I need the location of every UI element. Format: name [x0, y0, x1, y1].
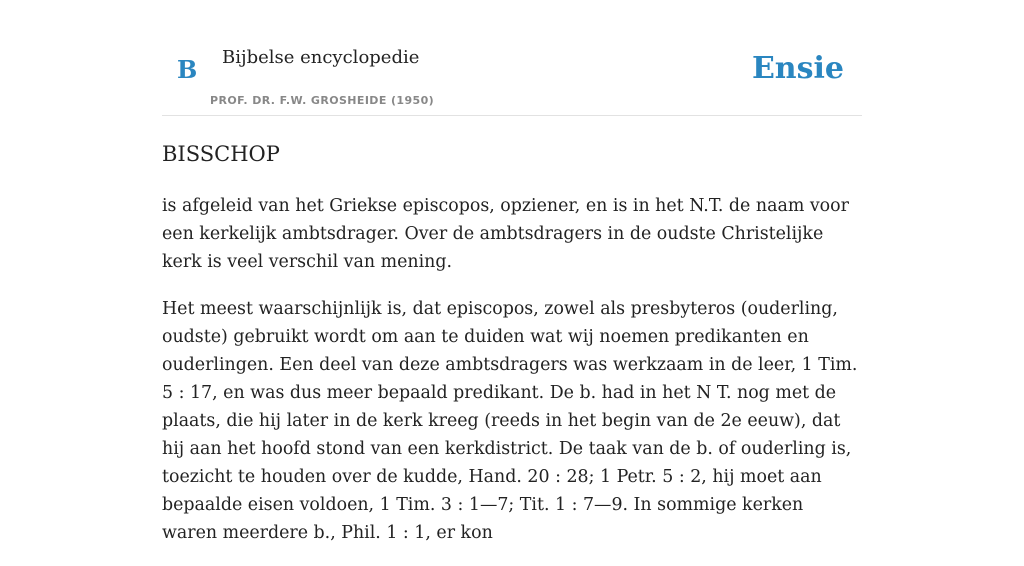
paragraph: Het meest waarschijnlijk is, dat episcopos, zowel als presbyteros (ouderling, oudste) gebruikt wordt om aan te duiden wat wij noemen predikanten en ouderlingen. Een deel van deze ambtsdragers was werkzaam in de leer, 1 Tim. 5 : 17, en was dus meer bepaald predikant. De b. had in het N T. nog met de plaats, die hij later in de kerk kreeg (reeds in het begin van de 2e eeuw), dat hij aan het hoofd stond van een kerkdistrict. De taak van de b. of ouderling is, toezicht te houden over de kudde, Hand. 20 : 28; 1 Petr. 5 : 2, hij moet aan bepaalde eisen voldoen, 1 Tim. 3 : 1—7; Tit. 1 : 7—9. In sommige kerken waren meerdere b., Phil. 1 : 1, er kon: [162, 299, 858, 543]
header: [162, 0, 862, 116]
paragraph: is afgeleid van het Griekse episcopos, opziener, en is in het N.T. de naam voor een kerkelijk ambtsdrager. Over de ambtsdragers in de oudste Christelijke kerk is veel verschil van mening.: [162, 196, 849, 272]
page: [162, 0, 862, 543]
entry-title: BISSCHOP: [162, 142, 280, 166]
book-title[interactable]: Bijbelse encyclopedie: [222, 47, 420, 68]
entry-content: [162, 192, 862, 566]
brand-logo[interactable]: Ensie: [751, 51, 844, 86]
index-letter[interactable]: B: [177, 55, 198, 84]
author-label: PROF. DR. F.W. GROSHEIDE (1950): [210, 94, 435, 107]
